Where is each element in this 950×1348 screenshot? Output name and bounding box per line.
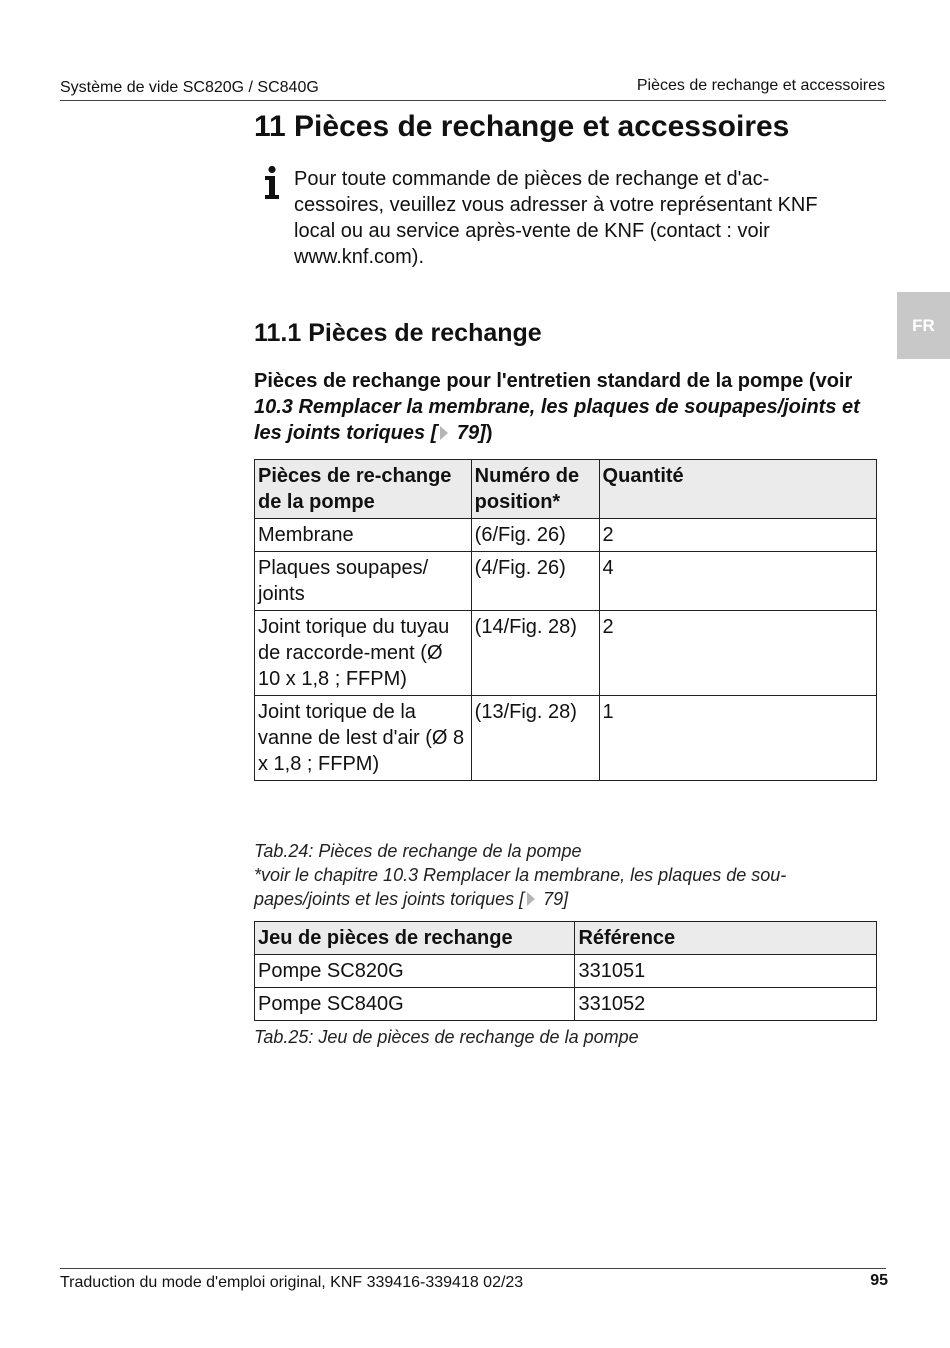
- table-row: [255, 519, 877, 552]
- table-cell: 4: [599, 552, 876, 611]
- column-header: Pièces de re-change de la pompe: [255, 460, 472, 519]
- table-cell: 331052: [575, 988, 877, 1021]
- column-header: Quantité: [599, 460, 876, 519]
- info-note: Pour toute commande de pièces de rechange et d'ac-cessoires, veuillez vous adresser à votre représentant KNF local ou au service après-vente de KNF (contact : voir www.knf.com).: [294, 168, 818, 268]
- intro-lead: Pièces de rechange pour l'entretien standard de la pompe (voir: [254, 370, 853, 392]
- table-cell: Pompe SC820G: [255, 955, 575, 988]
- footer-text: Traduction du mode d'emploi original, KNF 339416-339418 02/23: [60, 1274, 524, 1291]
- table-header-row: [255, 922, 877, 955]
- spare-parts-table: [254, 459, 877, 781]
- column-header: Numéro de position*: [471, 460, 599, 519]
- table-row: [255, 611, 877, 696]
- table-row: [255, 988, 877, 1021]
- cross-reference-link[interactable]: [254, 396, 860, 444]
- running-header-left: Système de vide SC820G / SC840G: [60, 79, 319, 96]
- cross-reference-text: 10.3 Remplacer la membrane, les plaques de soupapes/joints et les joints toriques [: [254, 396, 860, 444]
- intro-paragraph: [254, 368, 884, 446]
- table-row: [255, 552, 877, 611]
- table-caption: Tab.25: Jeu de pièces de rechange de la pompe: [254, 1027, 639, 1047]
- subsection-title: 11.1 Pièces de rechange: [254, 319, 542, 347]
- table-cell: 2: [599, 611, 876, 696]
- table-row: [255, 955, 877, 988]
- table-cell: (14/Fig. 28): [471, 611, 599, 696]
- spare-parts-kit-table: [254, 921, 877, 1021]
- table-cell: (13/Fig. 28): [471, 696, 599, 781]
- table-row: [255, 696, 877, 781]
- page-number: 95: [870, 1272, 888, 1289]
- table-cell: Membrane: [255, 519, 472, 552]
- header-rule: [60, 100, 886, 101]
- intro-close: ): [485, 422, 493, 444]
- info-icon: [262, 165, 282, 201]
- footnote-text: *voir le chapitre 10.3 Remplacer la membrane, les plaques de sou-papes/joints et les joints toriques [: [254, 865, 787, 909]
- table-cell: Joint torique du tuyau de raccorde-ment (Ø 10 x 1,8 ; FFPM): [255, 611, 472, 696]
- table-caption: Tab.24: Pièces de rechange de la pompe: [254, 841, 582, 861]
- table-cell: Pompe SC840G: [255, 988, 575, 1021]
- table-cell: (4/Fig. 26): [471, 552, 599, 611]
- section-title: 11 Pièces de rechange et accessoires: [254, 110, 790, 143]
- table-cell: 1: [599, 696, 876, 781]
- table-header-row: [255, 460, 877, 519]
- page-arrow-icon: [440, 426, 448, 440]
- table-footnote: [254, 863, 874, 911]
- table-cell: Plaques soupapes/ joints: [255, 552, 472, 611]
- cross-reference-page: 79]: [451, 422, 486, 444]
- table-cell: 331051: [575, 955, 877, 988]
- table-cell: 2: [599, 519, 876, 552]
- column-header: Jeu de pièces de rechange: [255, 922, 575, 955]
- column-header: Référence: [575, 922, 877, 955]
- page-arrow-icon: [527, 892, 535, 906]
- footer-rule: [60, 1268, 886, 1269]
- language-tab: FR: [897, 292, 950, 359]
- running-header-right: Pièces de rechange et accessoires: [636, 77, 885, 94]
- footnote-page-link[interactable]: 79]: [538, 889, 569, 909]
- table-cell: (6/Fig. 26): [471, 519, 599, 552]
- table-cell: Joint torique de la vanne de lest d'air (Ø 8 x 1,8 ; FFPM): [255, 696, 472, 781]
